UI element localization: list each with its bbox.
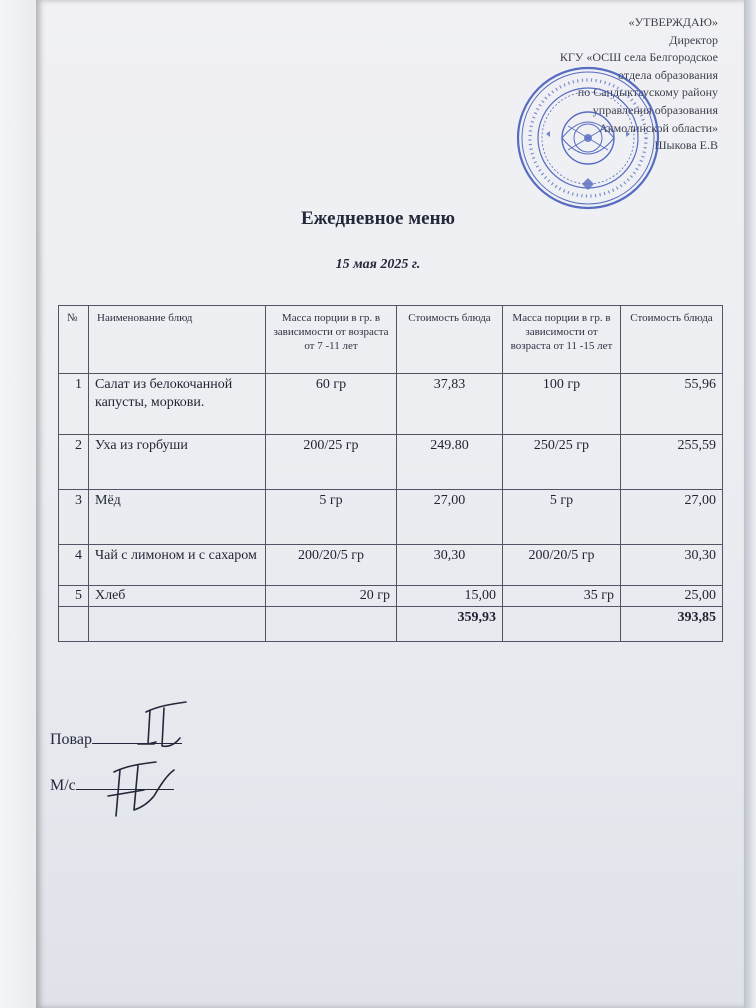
table-header-row (59, 306, 723, 374)
cook-handwritten-signature (128, 698, 200, 750)
mass-young: 60 гр (266, 374, 397, 435)
approval-line: «УТВЕРЖДАЮ» (628, 15, 718, 29)
row-number: 1 (59, 374, 89, 435)
mass-young: 200/20/5 гр (266, 545, 397, 586)
nurse-label: М/с (50, 777, 76, 794)
totals-row (59, 607, 723, 642)
empty-cell (266, 607, 397, 642)
cost-old: 25,00 (621, 586, 723, 607)
cost-young: 249.80 (397, 435, 503, 490)
column-header-num: № (59, 306, 89, 374)
mass-old: 200/20/5 гр (503, 545, 621, 586)
row-number: 2 (59, 435, 89, 490)
cost-old: 55,96 (621, 374, 723, 435)
approval-line: отдела образования (618, 67, 718, 82)
table-row (59, 490, 723, 545)
row-number: 4 (59, 545, 89, 586)
empty-cell (503, 607, 621, 642)
row-number: 3 (59, 490, 89, 545)
column-header-cost-young: Стоимость блюда (397, 306, 503, 374)
background-left (0, 0, 36, 1008)
table-row (59, 374, 723, 435)
total-cost-young: 359,93 (397, 607, 503, 642)
column-header-mass-old: Масса порции в гр. в зависимости от возраста от 11 -15 лет (503, 306, 621, 374)
empty-cell (59, 607, 89, 642)
approval-line: по Сандыктаускому району (577, 85, 718, 100)
cost-old: 30,30 (621, 545, 723, 586)
mass-young: 5 гр (266, 490, 397, 545)
cost-old: 255,59 (621, 435, 723, 490)
mass-old: 250/25 гр (503, 435, 621, 490)
column-header-dish: Наименование блюд (89, 306, 266, 374)
mass-old: 35 гр (503, 586, 621, 607)
cost-young: 37,83 (397, 374, 503, 435)
menu-title: Ежедневное меню (300, 208, 456, 229)
approval-line: Акмолинской области» (599, 120, 718, 135)
cost-old: 27,00 (621, 490, 723, 545)
empty-cell (89, 607, 266, 642)
menu-table (58, 305, 723, 642)
mass-old: 5 гр (503, 490, 621, 545)
dish-name: Салат из белокочанной капусты, моркови. (89, 374, 266, 435)
table-row (59, 435, 723, 490)
nurse-handwritten-signature (94, 752, 186, 822)
table-row (59, 545, 723, 586)
column-header-cost-old: Стоимость блюда (621, 306, 723, 374)
approval-line: Шыкова Е.В (654, 138, 718, 153)
cook-label: Повар (50, 731, 92, 748)
page-edge (744, 0, 756, 1008)
approval-line: управления образования (592, 102, 718, 117)
dish-name: Уха из горбуши (89, 435, 266, 490)
total-cost-old: 393,85 (621, 607, 723, 642)
mass-young: 20 гр (266, 586, 397, 607)
dish-name: Хлеб (89, 586, 266, 607)
menu-date: 15 мая 2025 г. (335, 257, 421, 272)
cost-young: 15,00 (397, 586, 503, 607)
official-stamp (516, 66, 660, 210)
dish-name: Чай с лимоном и с сахаром (89, 545, 266, 586)
mass-young: 200/25 гр (266, 435, 397, 490)
cost-young: 30,30 (397, 545, 503, 586)
dish-name: Мёд (89, 490, 266, 545)
approval-line: Директор (669, 32, 718, 47)
column-header-mass-young: Масса порции в гр. в зависимости от возраста от 7 -11 лет (266, 306, 397, 374)
cost-young: 27,00 (397, 490, 503, 545)
mass-old: 100 гр (503, 374, 621, 435)
row-number: 5 (59, 586, 89, 607)
approval-line: КГУ «ОСШ села Белгородское (559, 50, 718, 65)
table-row (59, 586, 723, 607)
